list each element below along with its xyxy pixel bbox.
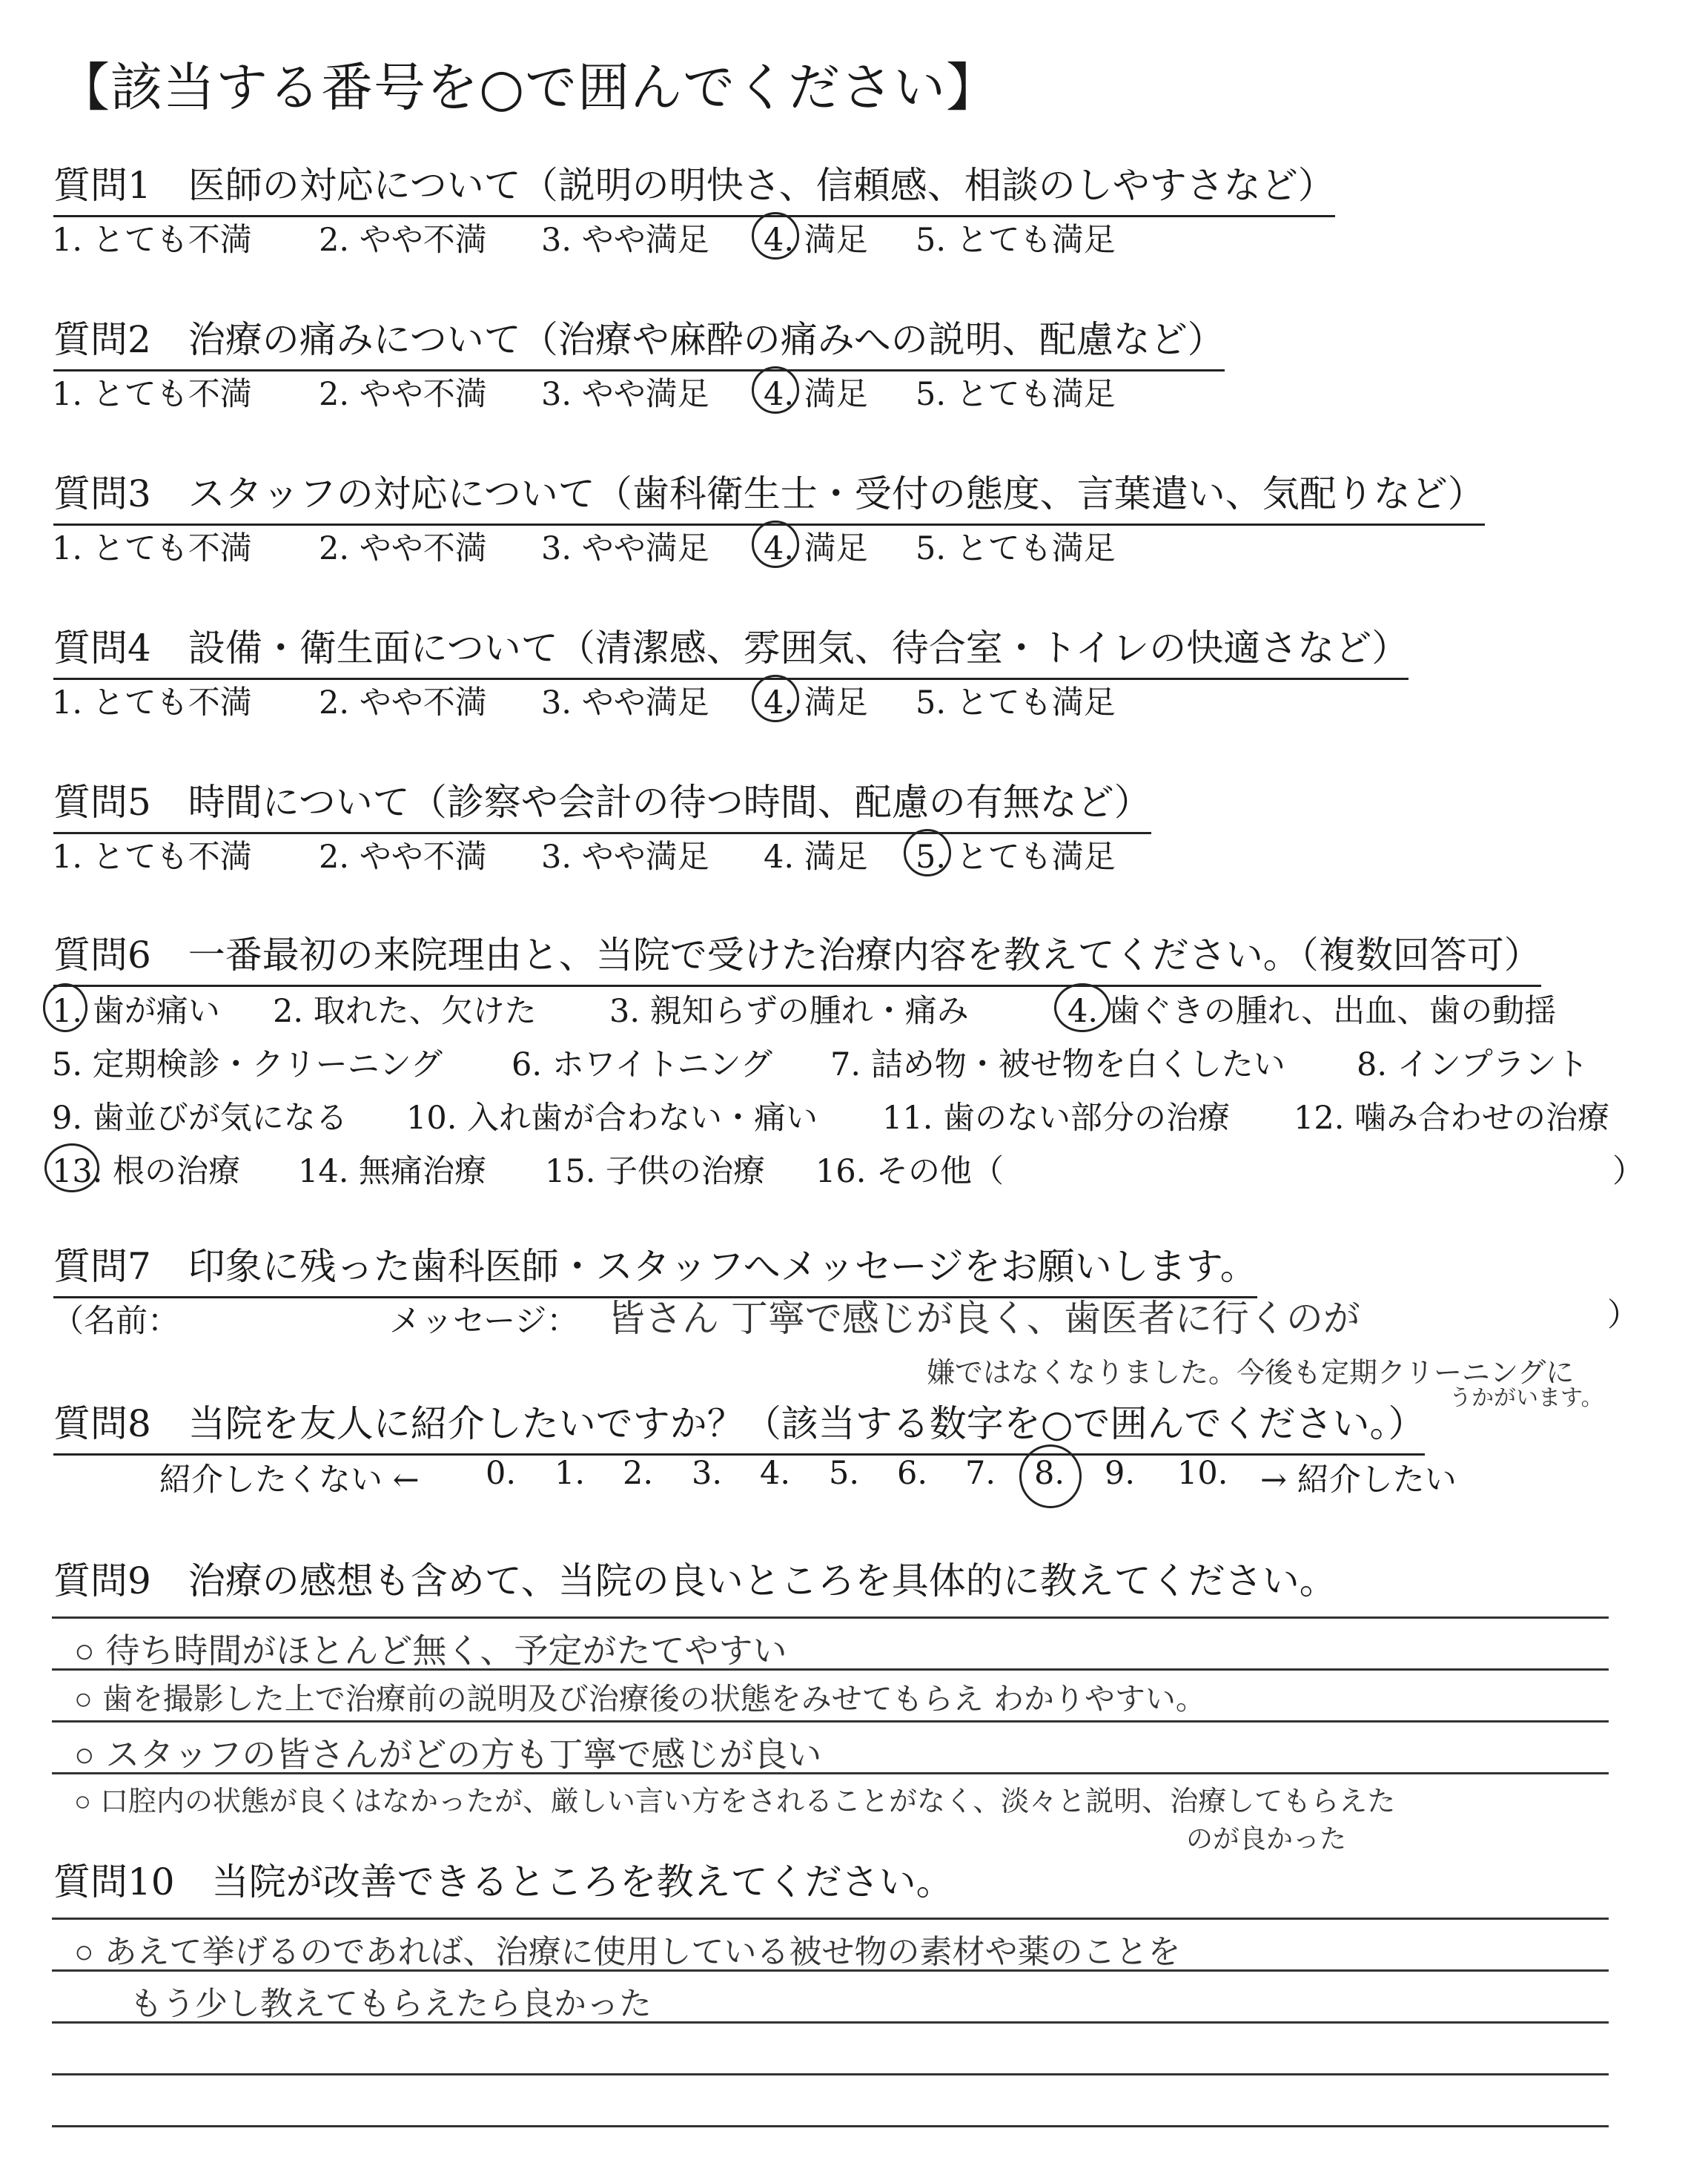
q8-title: 質問8 当院を友人に紹介したいですか？（該当する数字を○で囲んでください。） [53,1394,1425,1456]
q8-scale-0[interactable]: 0. [486,1455,517,1492]
q4-option-3[interactable]: 3. やや満足 [541,684,709,721]
q6-option-9[interactable]: 9. 歯並びが気になる [52,1100,348,1137]
q7-message-line1: 皆さん 丁寧で感じが良く、歯医者に行くのが [608,1297,1360,1340]
q6-option-12[interactable]: 12. 噛み合わせの治療 [1294,1100,1610,1137]
q9-answer-2: ○ 歯を撮影した上で治療前の説明及び治療後の状態をみせてもらえ わかりやすい。 [74,1681,1206,1717]
q8-scale-6[interactable]: 6. [897,1455,928,1492]
q3-option-3[interactable]: 3. やや満足 [541,530,709,567]
q6-title: 質問6 一番最初の来院理由と、当院で受けた治療内容を教えてください。（複数回答可） [53,925,1541,987]
q7-name-label: （名前： [52,1303,179,1340]
q9-answer-1: ○ 待ち時間がほとんど無く、予定がたてやすい [74,1631,787,1671]
q2-option-4[interactable]: 4. 満足 [764,376,868,413]
q3-title: 質問3 スタッフの対応について（歯科衛生士・受付の態度、言葉遣い、気配りなど） [53,464,1485,526]
q8-scale-10[interactable]: 10. [1177,1455,1228,1492]
q7-close-paren: ） [1607,1297,1639,1334]
q1-option-4[interactable]: 4. 満足 [764,222,868,259]
q8-selected-circle [1019,1444,1082,1508]
q1-option-5[interactable]: 5. とても満足 [916,222,1116,259]
q8-right-label: → 紹介したい [1260,1462,1457,1499]
q5-option-2[interactable]: 2. やや不満 [319,839,487,876]
q6-option-2[interactable]: 2. 取れた、欠けた [273,993,537,1030]
q8-scale-2[interactable]: 2. [623,1455,654,1492]
q6-option-5[interactable]: 5. 定期検診・クリーニング [52,1046,443,1083]
q8-scale-9[interactable]: 9. [1105,1455,1136,1492]
q6-option-13[interactable]: 13. 根の治療 [52,1153,241,1190]
q3-option-1[interactable]: 1. とても不満 [52,530,252,567]
q1-option-2[interactable]: 2. やや不満 [319,222,487,259]
q6-option-11[interactable]: 11. 歯のない部分の治療 [882,1100,1231,1137]
q6-close-paren: ） [1612,1153,1644,1190]
q1-option-1[interactable]: 1. とても不満 [52,222,252,259]
q9-rule-3 [52,1720,1609,1723]
q8-scale-8[interactable]: 8. [1034,1455,1065,1492]
q2-option-1[interactable]: 1. とても不満 [52,376,252,413]
q5-title: 質問5 時間について（診察や会計の待つ時間、配慮の有無など） [53,773,1151,834]
q9-answer-5: のが良かった [1186,1824,1347,1855]
q9-title: 質問9 治療の感想も含めて、当院の良いところを具体的に教えてください。 [53,1559,1337,1602]
q7-title: 質問7 印象に残った歯科医師・スタッフへメッセージをお願いします。 [53,1237,1257,1298]
q2-option-5[interactable]: 5. とても満足 [916,376,1116,413]
page-header: 【該当する番号を○で囲んでください】 [58,57,999,118]
q2-option-2[interactable]: 2. やや不満 [319,376,487,413]
q8-scale-3[interactable]: 3. [692,1455,723,1492]
q4-option-2[interactable]: 2. やや不満 [319,684,487,721]
q2-option-3[interactable]: 3. やや満足 [541,376,709,413]
q8-scale-4[interactable]: 4. [760,1455,791,1492]
q5-option-3[interactable]: 3. やや満足 [541,839,709,876]
q6-option-14[interactable]: 14. 無痛治療 [298,1153,487,1190]
q7-message-line2: 嫌ではなくなりました。今後も定期クリーニングに [927,1356,1575,1389]
q6-option-8[interactable]: 8. インプラント [1357,1046,1589,1083]
q6-option-6[interactable]: 6. ホワイトニング [512,1046,772,1083]
q1-option-3[interactable]: 3. やや満足 [541,222,709,259]
q10-rule-1 [52,1918,1609,1920]
q5-option-4[interactable]: 4. 満足 [764,839,868,876]
q9-rule-1 [52,1616,1609,1619]
q6-option-16[interactable]: 16. その他（ [815,1153,1004,1190]
q3-option-2[interactable]: 2. やや不満 [319,530,487,567]
q4-option-5[interactable]: 5. とても満足 [916,684,1116,721]
q4-title: 質問4 設備・衛生面について（清潔感、雰囲気、待合室・トイレの快適さなど） [53,618,1409,680]
q1-title: 質問1 医師の対応について（説明の明快さ、信頼感、相談のしやすさなど） [53,156,1335,217]
q6-option-3[interactable]: 3. 親知らずの腫れ・痛み [609,993,969,1030]
q7-message-label: メッセージ： [389,1303,579,1340]
q7-message-line3: うかがいます。 [1449,1385,1603,1411]
q8-left-label: 紹介したくない ← [159,1462,420,1499]
q6-option-15[interactable]: 15. 子供の治療 [545,1153,766,1190]
q10-rule-5 [52,2125,1609,2127]
q10-answer-1: ○ あえて挙げるのであれば、治療に使用している被せ物の素材や薬のことを [74,1933,1181,1971]
q4-option-1[interactable]: 1. とても不満 [52,684,252,721]
q6-option-7[interactable]: 7. 詰め物・被せ物を白くしたい [830,1046,1285,1083]
q3-option-5[interactable]: 5. とても満足 [916,530,1116,567]
q6-option-4[interactable]: 4. 歯ぐきの腫れ、出血、歯の動揺 [1068,993,1557,1030]
q6-option-10[interactable]: 10. 入れ歯が合わない・痛い [406,1100,818,1137]
q10-rule-4 [52,2073,1609,2075]
q10-answer-2: もう少し教えてもらえたら良かった [130,1985,652,2023]
q8-scale-5[interactable]: 5. [829,1455,860,1492]
q3-option-4[interactable]: 4. 満足 [764,530,868,567]
q6-option-1[interactable]: 1. 歯が痛い [52,993,220,1030]
q2-title: 質問2 治療の痛みについて（治療や麻酔の痛みへの説明、配慮など） [53,310,1225,371]
q9-answer-4: ○ 口腔内の状態が良くはなかったが、厳しい言い方をされることがなく、淡々と説明、治療してもらえた [74,1785,1396,1817]
q8-scale-7[interactable]: 7. [965,1455,996,1492]
q9-answer-3: ○ スタッフの皆さんがどの方も丁寧で感じが良い [74,1734,822,1774]
q5-option-5[interactable]: 5. とても満足 [916,839,1116,876]
q10-title: 質問10 当院が改善できるところを教えてください。 [53,1860,953,1903]
q5-option-1[interactable]: 1. とても不満 [52,839,252,876]
q4-option-4[interactable]: 4. 満足 [764,684,868,721]
q8-scale-1[interactable]: 1. [555,1455,586,1492]
